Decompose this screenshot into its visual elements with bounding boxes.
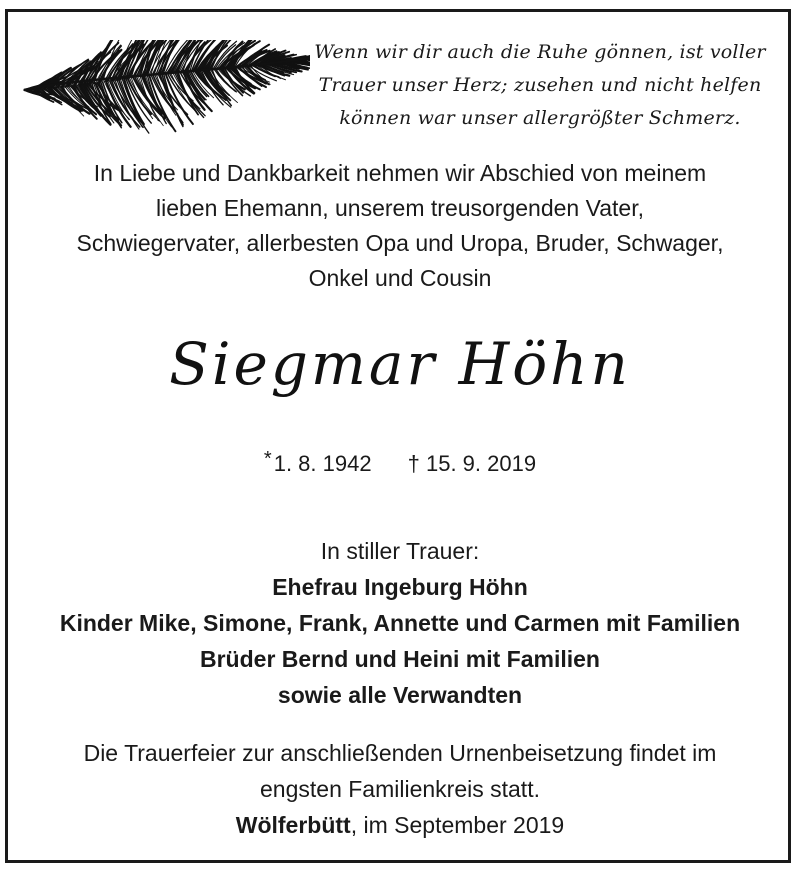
intro-text [0,156,800,296]
mourners-heading: In stiller Trauer: [320,538,480,564]
quote-line: Wenn wir dir auch die Ruhe gönnen, ist voller [314,41,766,63]
birth-symbol: * [263,448,272,470]
intro-line: In Liebe und Dankbarkeit nehmen wir Abschied von meinem [93,160,707,186]
intro-line: lieben Ehemann, unserem treusorgenden Vater, [156,195,644,221]
quote-block [305,36,775,135]
birth-date: 1. 8. 1942 [273,451,372,476]
intro-line: Schwiegervater, allerbesten Opa und Uropa, Bruder, Schwager, [76,230,724,256]
death-symbol: † [407,451,420,476]
place-name: Wölferbütt [235,812,351,838]
deceased-name: Siegmar Höhn [169,330,631,398]
life-dates [0,448,800,477]
place-date: , im September 2019 [350,812,565,838]
mourners-block [0,533,800,713]
closing-block [0,735,800,843]
feather-icon [20,40,310,140]
mourner-line: Brüder Bernd und Heini mit Familien [200,646,600,672]
mourner-line: Kinder Mike, Simone, Frank, Annette und Carmen mit Familien [59,610,741,636]
mourner-line: Ehefrau Ingeburg Höhn [272,574,528,600]
place-date-line [0,807,800,843]
closing-line: engsten Familienkreis statt. [260,776,540,802]
quote-line: Trauer unser Herz; zusehen und nicht helfen [318,74,762,96]
intro-line: Onkel und Cousin [308,265,492,291]
closing-line: Die Trauerfeier zur anschließenden Urnenbeisetzung findet im [83,740,717,766]
death-date: 15. 9. 2019 [425,451,537,476]
quote-line: können war unser allergrößter Schmerz. [339,107,741,129]
mourner-line: sowie alle Verwandten [277,682,523,708]
